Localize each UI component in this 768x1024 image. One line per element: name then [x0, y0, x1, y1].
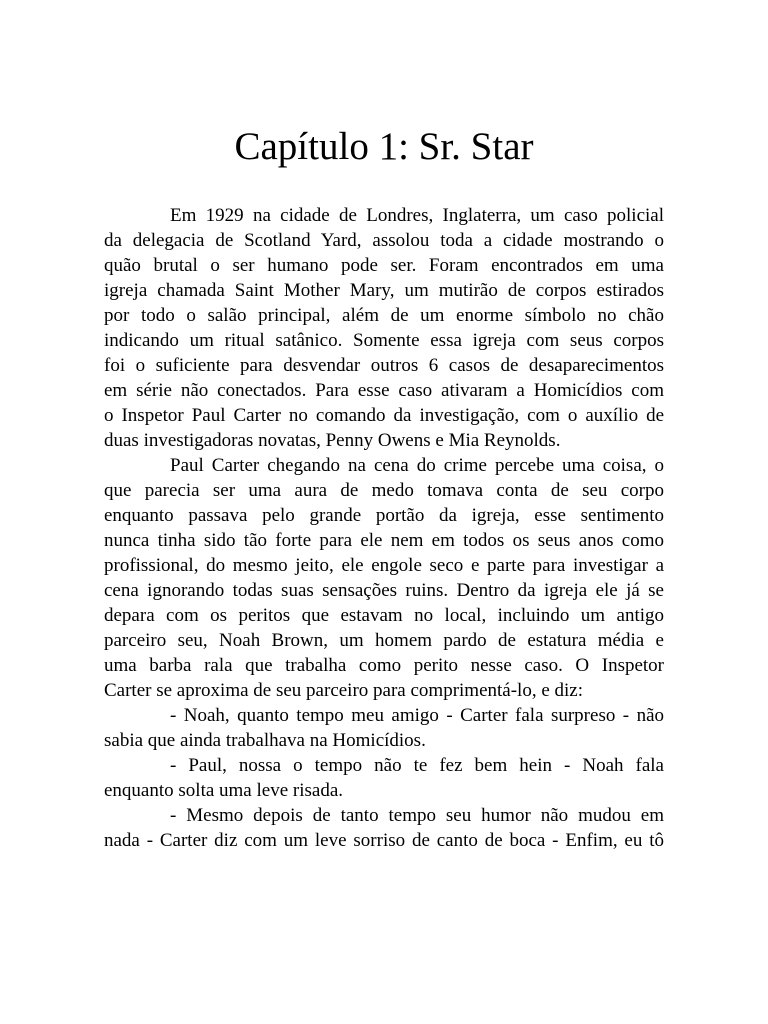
text-line: cena ignorando todas suas sensações ruins. Dentro da igreja ele já se	[104, 580, 664, 601]
text-line: indicando um ritual satânico. Somente essa igreja com seus corpos	[104, 330, 664, 351]
text-line: nunca tinha sido tão forte para ele nem em todos os seus anos como	[104, 530, 664, 551]
text-line: - Noah, quanto tempo meu amigo - Carter fala surpreso - não	[170, 705, 664, 726]
text-line: - Mesmo depois de tanto tempo seu humor não mudou em	[170, 805, 664, 826]
text-line: Carter se aproxima de seu parceiro para comprimentá-lo, e diz:	[104, 680, 584, 701]
text-line: nada - Carter diz com um leve sorriso de canto de boca - Enfim, eu tô	[104, 830, 664, 851]
text-line: enquanto passava pelo grande portão da igreja, esse sentimento	[104, 505, 664, 526]
text-line: duas investigadoras novatas, Penny Owens e Mia Reynolds.	[104, 430, 561, 451]
text-line: profissional, do mesmo jeito, ele engole seco e parte para investigar a	[104, 555, 664, 576]
chapter-title: Capítulo 1: Sr. Star	[234, 125, 534, 168]
text-line: quão brutal o ser humano pode ser. Foram encontrados em uma	[104, 255, 664, 276]
text-line: - Paul, nossa o tempo não te fez bem hein - Noah fala	[170, 755, 664, 776]
text-line: sabia que ainda trabalhava na Homicídios.	[104, 730, 426, 751]
text-line: por todo o salão principal, além de um enorme símbolo no chão	[104, 305, 664, 326]
text-line: enquanto solta uma leve risada.	[104, 780, 344, 801]
text-line: parceiro seu, Noah Brown, um homem pardo de estatura média e	[104, 630, 664, 651]
text-line: que parecia ser uma aura de medo tomava conta de seu corpo	[104, 480, 664, 501]
text-line: igreja chamada Saint Mother Mary, um mutirão de corpos estirados	[104, 280, 664, 301]
text-line: Em 1929 na cidade de Londres, Inglaterra, um caso policial	[170, 205, 664, 226]
text-line: o Inspetor Paul Carter no comando da investigação, com o auxílio de	[104, 405, 664, 426]
text-line: foi o suficiente para desvendar outros 6 casos de desaparecimentos	[104, 355, 664, 376]
text-line: em série não conectados. Para esse caso ativaram a Homicídios com	[104, 380, 664, 401]
chapter-body	[104, 203, 664, 853]
text-line: depara com os peritos que estavam no local, incluindo um antigo	[104, 605, 664, 626]
text-line: da delegacia de Scotland Yard, assolou toda a cidade mostrando o	[104, 230, 664, 251]
text-line: uma barba rala que trabalha como perito nesse caso. O Inspetor	[104, 655, 664, 676]
text-line: Paul Carter chegando na cena do crime percebe uma coisa, o	[170, 455, 664, 476]
